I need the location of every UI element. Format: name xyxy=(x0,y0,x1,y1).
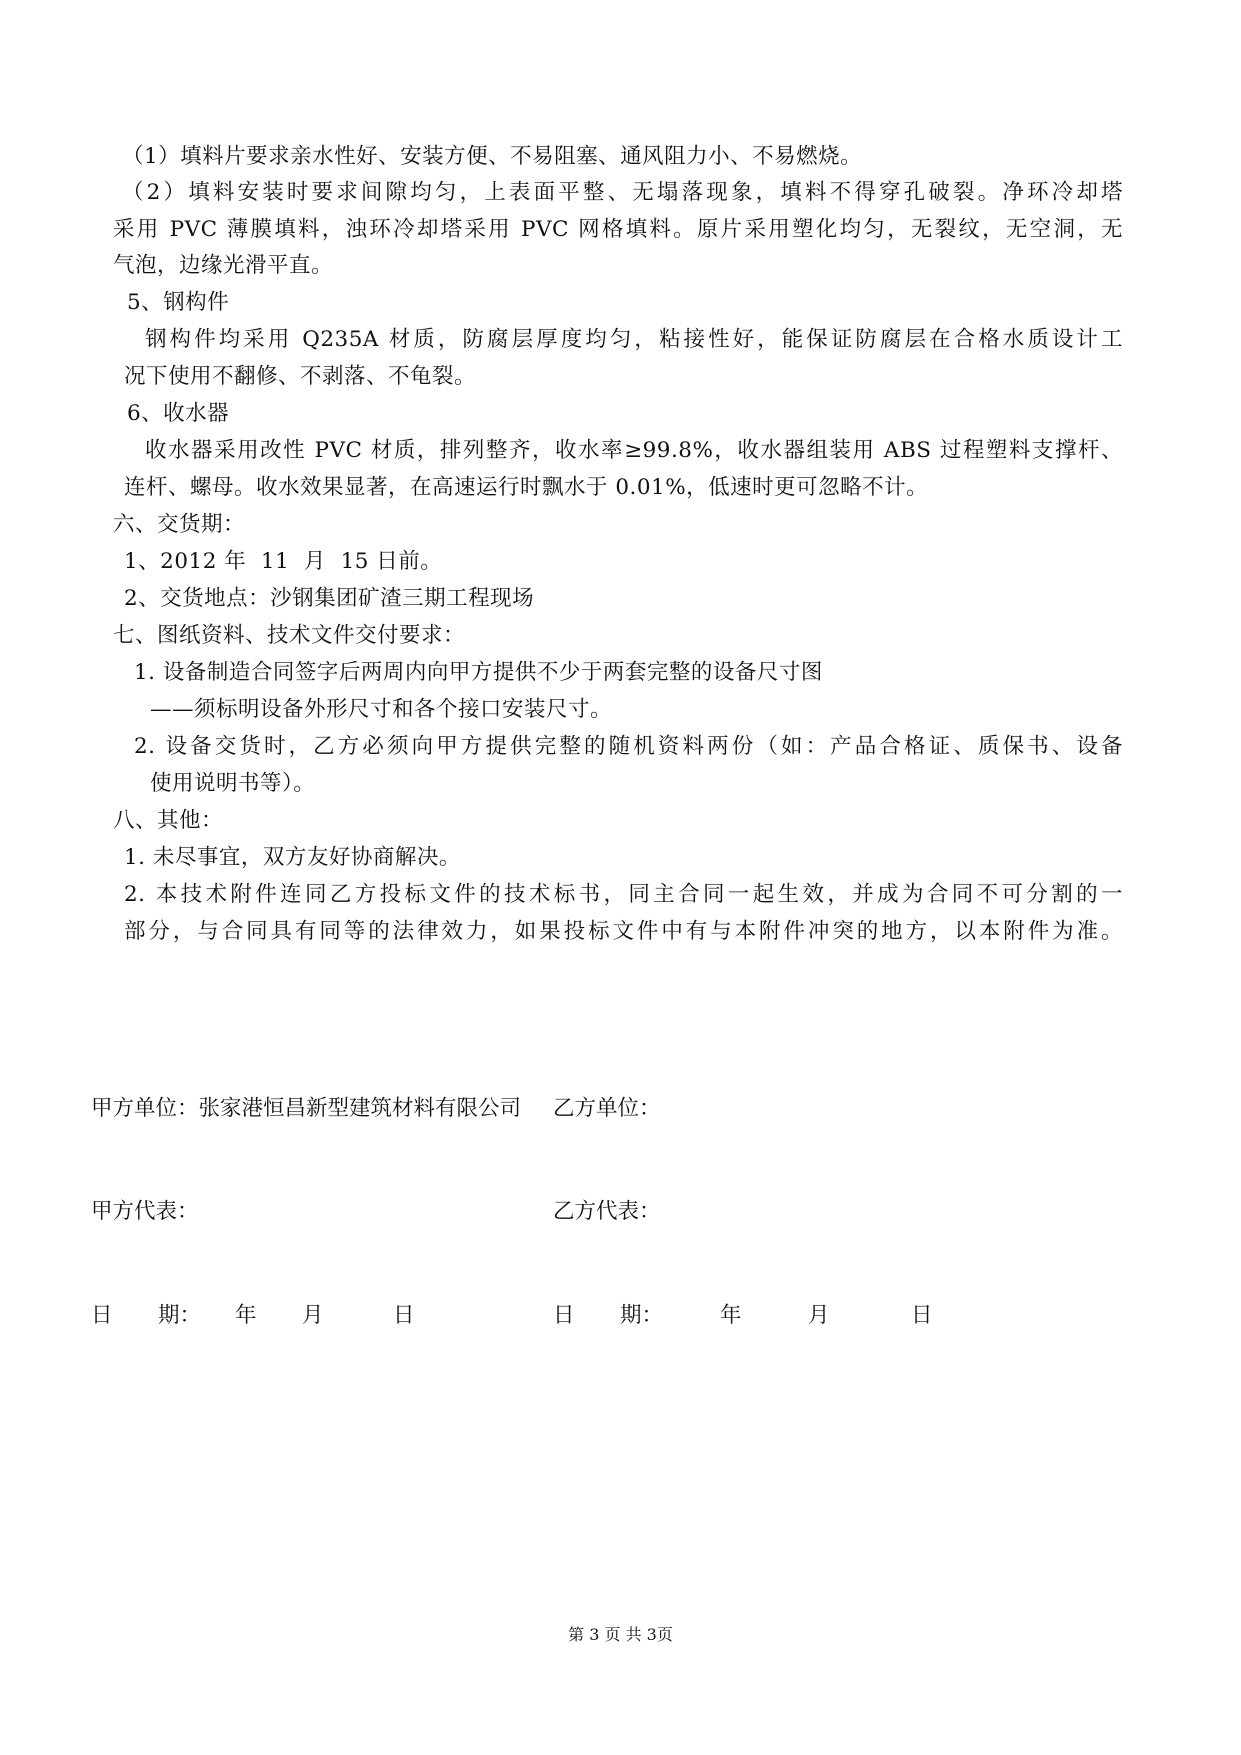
party-b-date-day: 日 xyxy=(911,1303,933,1328)
party-b-representative: 乙方代表： xyxy=(553,1199,661,1224)
doc-item-2-line-1: 2. 设备交货时，乙方必须向甲方提供完整的随机资料两份（如：产品合格证、质保书、设备 xyxy=(134,734,1123,759)
party-b-date-year: 年 xyxy=(720,1303,742,1328)
steel-text-line-1: 钢构件均采用 Q235A 材质，防腐层厚度均匀，粘接性好，能保证防腐层在合格水质设计工 xyxy=(145,327,1123,352)
doc-item-1-line-2: ——须标明设备外形尺寸和各个接口安装尺寸。 xyxy=(150,697,613,722)
other-item-1: 1. 未尽事宜，双方友好协商解决。 xyxy=(124,845,461,870)
party-a-unit: 甲方单位：张家港恒昌新型建筑材料有限公司 xyxy=(91,1096,522,1121)
collector-text-line-2: 连杆、螺母。收水效果显著，在高速运行时飘水于 0.01%，低速时更可忽略不计。 xyxy=(124,475,929,500)
section-7-heading: 七、图纸资料、技术文件交付要求： xyxy=(113,623,466,648)
delivery-date: 1、2012 年 11 月 15 日前。 xyxy=(124,549,443,574)
collector-heading: 6、收水器 xyxy=(127,401,230,426)
collector-text-line-1: 收水器采用改性 PVC 材质，排列整齐，收水率≥99.8%，收水器组装用 ABS 过程塑料支撑杆、 xyxy=(145,438,1123,463)
steel-text-line-2: 况下使用不翻修、不剥落、不龟裂。 xyxy=(124,364,477,389)
party-a-date-day: 日 xyxy=(393,1303,415,1328)
fill-item-2-line-2: 采用 PVC 薄膜填料，浊环冷却塔采用 PVC 网格填料。原片采用塑化均匀，无裂纹，无空洞，无 xyxy=(113,217,1123,242)
doc-item-1-line-1: 1. 设备制造合同签字后两周内向甲方提供不少于两套完整的设备尺寸图 xyxy=(134,660,823,685)
party-a-date-month: 月 xyxy=(302,1303,324,1328)
steel-heading: 5、钢构件 xyxy=(127,290,230,315)
party-a-representative: 甲方代表： xyxy=(91,1199,199,1224)
fill-item-2-line-3: 气泡，边缘光滑平直。 xyxy=(113,253,334,278)
party-a-date-ri: 日 xyxy=(91,1303,113,1328)
party-b-date-month: 月 xyxy=(808,1303,830,1328)
fill-item-1: （1）填料片要求亲水性好、安装方便、不易阻塞、通风阻力小、不易燃烧。 xyxy=(122,144,863,169)
party-a-date-qi: 期： xyxy=(158,1303,202,1328)
other-item-2-line-1: 2. 本技术附件连同乙方投标文件的技术标书，同主合同一起生效，并成为合同不可分割的一 xyxy=(124,882,1123,907)
party-b-date-qi: 期： xyxy=(620,1303,664,1328)
fill-item-2-line-1: （2）填料安装时要求间隙均匀，上表面平整、无塌落现象，填料不得穿孔破裂。净环冷却塔 xyxy=(122,180,1123,205)
delivery-place: 2、交货地点：沙钢集团矿渣三期工程现场 xyxy=(124,586,535,611)
doc-item-2-line-2: 使用说明书等）。 xyxy=(150,771,316,796)
party-a-date-year: 年 xyxy=(235,1303,257,1328)
section-8-heading: 八、其他： xyxy=(113,808,224,833)
section-6-heading: 六、交货期： xyxy=(113,512,246,537)
page-number: 第 3 页 共 3页 xyxy=(568,1625,673,1644)
party-b-unit: 乙方单位： xyxy=(553,1096,661,1121)
party-b-date-ri: 日 xyxy=(553,1303,575,1328)
other-item-2-line-2: 部分，与合同具有同等的法律效力，如果投标文件中有与本附件冲突的地方，以本附件为准。 xyxy=(124,919,1123,944)
